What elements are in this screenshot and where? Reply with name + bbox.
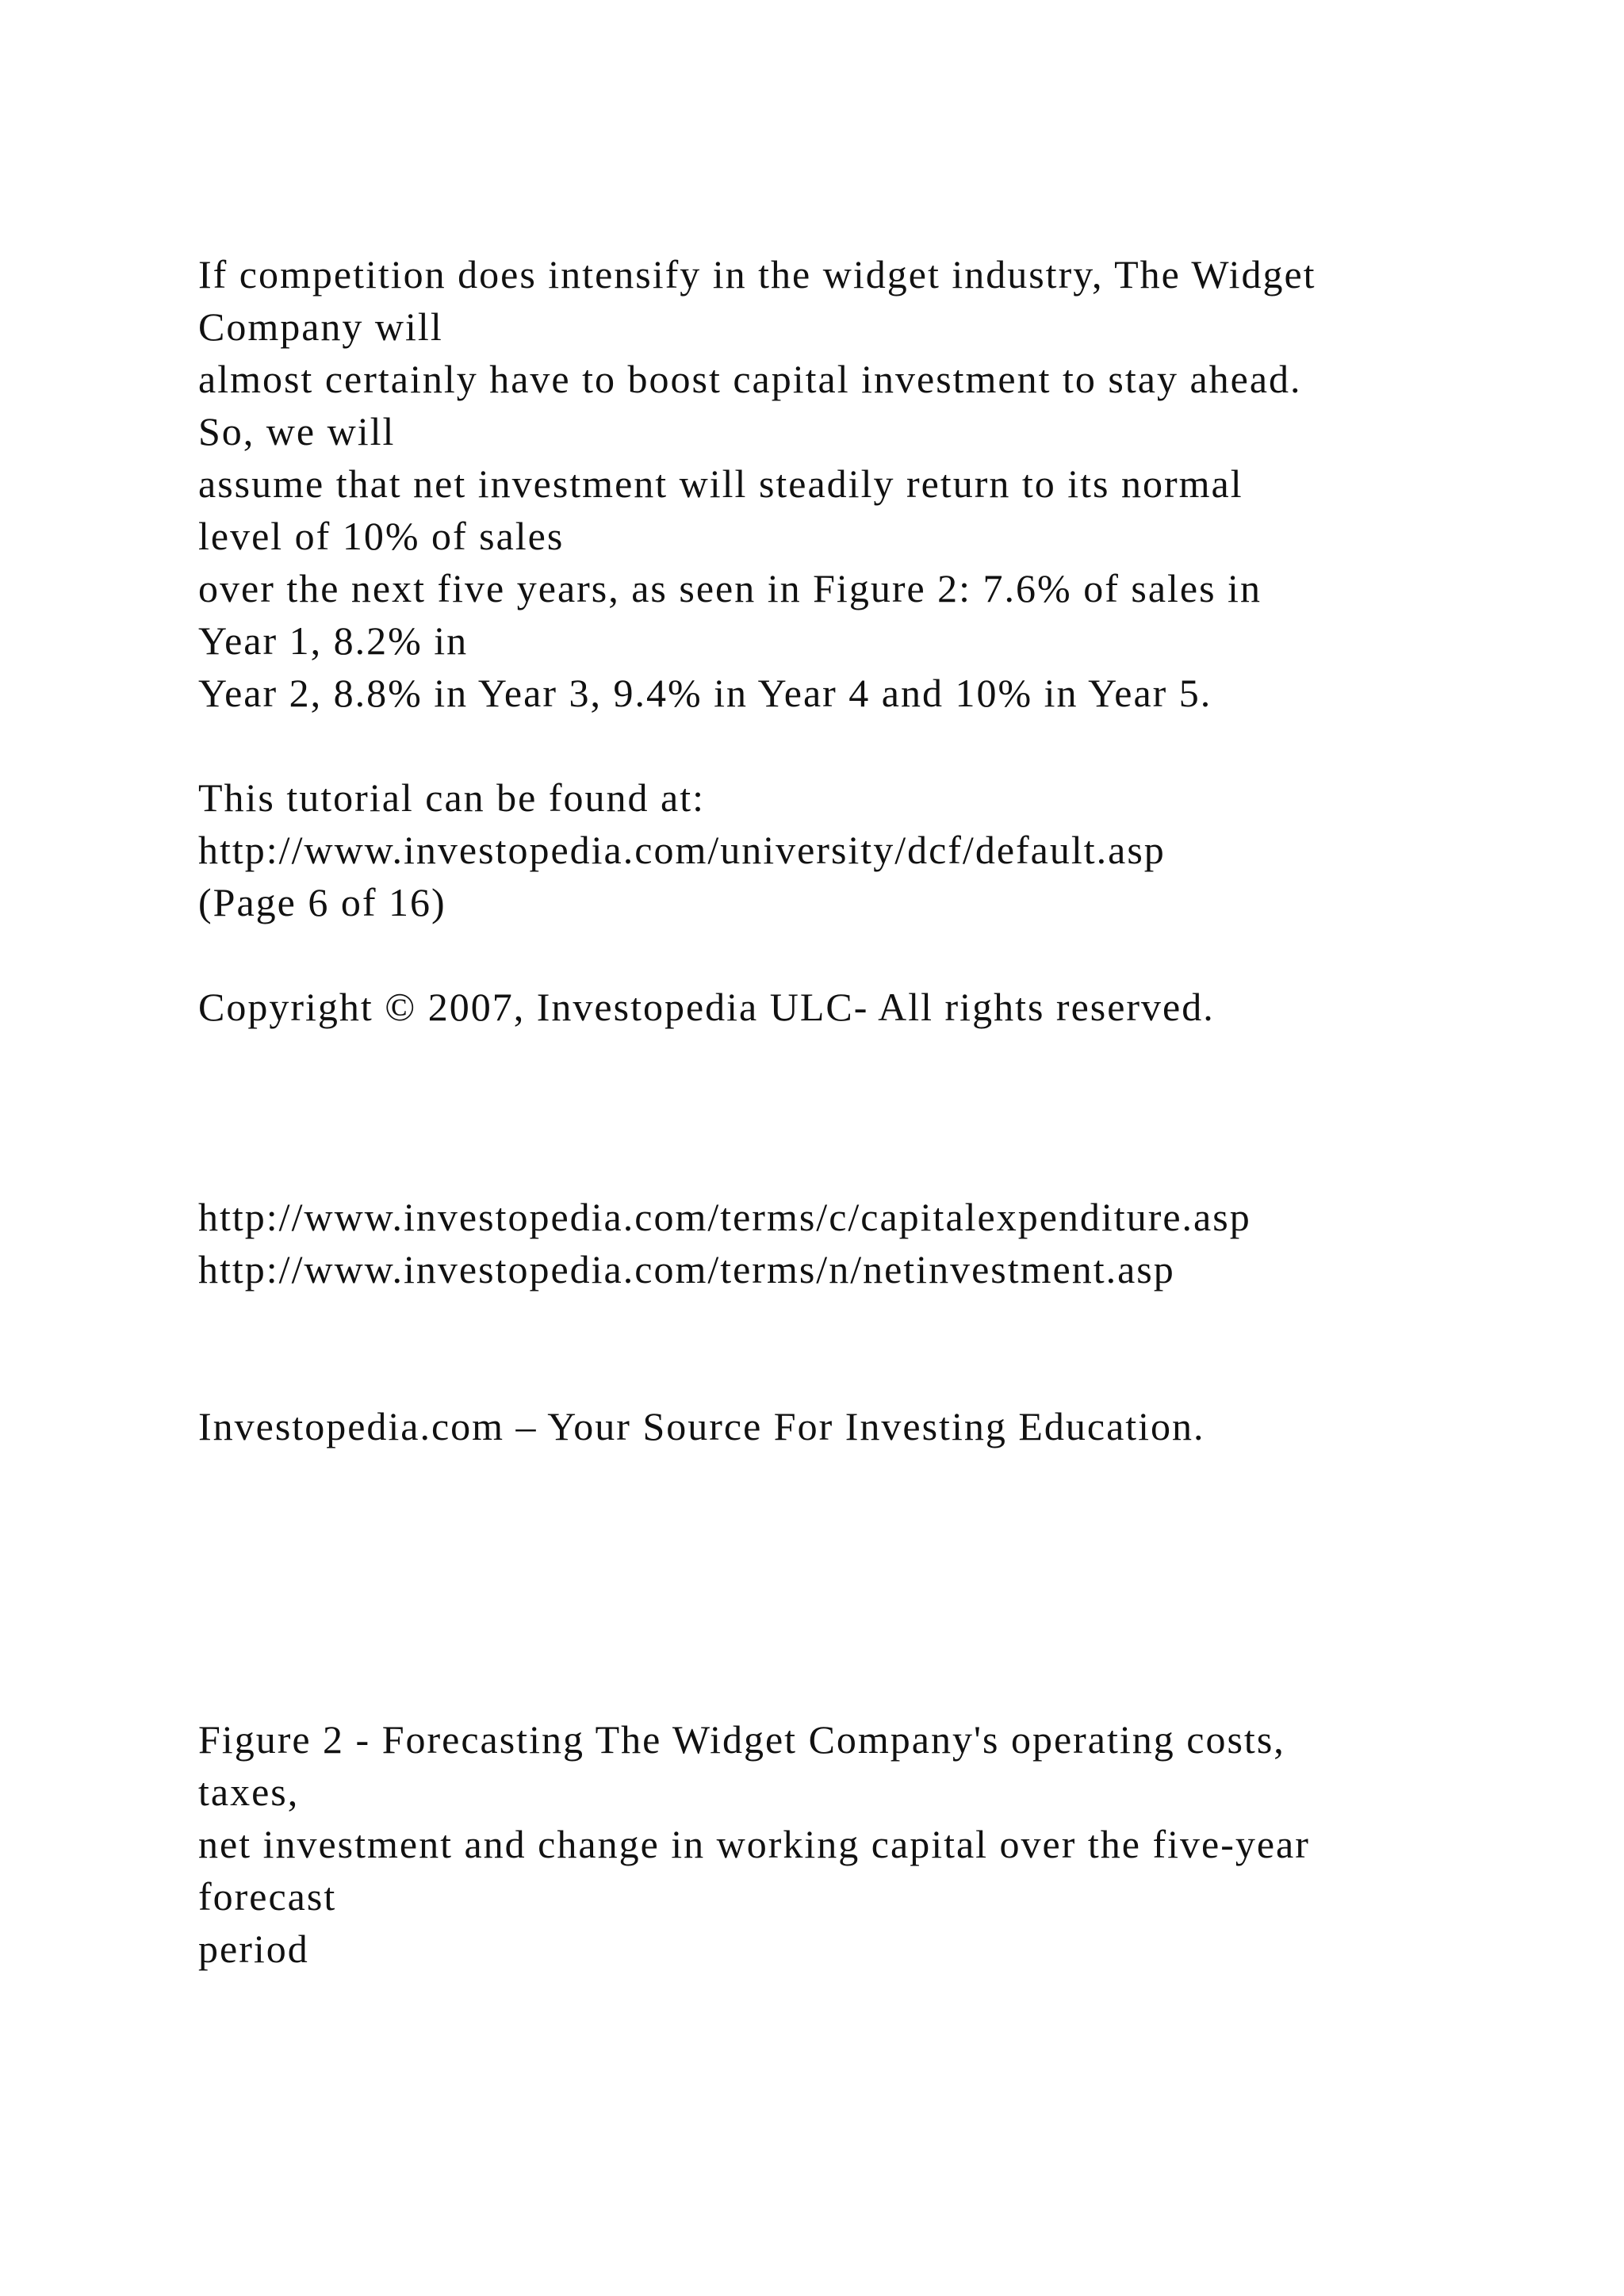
figure-caption-line: period	[198, 1927, 309, 1971]
paragraph-line: level of 10% of sales	[198, 514, 565, 558]
tutorial-notice: This tutorial can be found at:	[198, 775, 706, 820]
paragraph-line: If competition does intensify in the widget industry, The Widget	[198, 252, 1316, 297]
copyright-notice: Copyright © 2007, Investopedia ULC- All rights reserved.	[198, 985, 1215, 1029]
paragraph-line: Year 1, 8.2% in	[198, 618, 469, 663]
tutorial-url: http://www.investopedia.com/university/dcf/default.asp	[198, 828, 1166, 872]
footer-tagline: Investopedia.com – Your Source For Investing Education.	[198, 1404, 1205, 1448]
paragraph-line: over the next five years, as seen in Figure 2: 7.6% of sales in	[198, 566, 1262, 610]
reference-link-netinvestment: http://www.investopedia.com/terms/n/netinvestment.asp	[198, 1247, 1175, 1292]
paragraph-line: assume that net investment will steadily return to its normal	[198, 461, 1243, 506]
paragraph-line: Year 2, 8.8% in Year 3, 9.4% in Year 4 and 10% in Year 5.	[198, 671, 1212, 715]
reference-link-capitalexpenditure: http://www.investopedia.com/terms/c/capitalexpenditure.asp	[198, 1195, 1251, 1239]
figure-caption-line: taxes,	[198, 1770, 300, 1814]
paragraph-line: Company will	[198, 304, 443, 349]
figure-caption-line: Figure 2 - Forecasting The Widget Company's operating costs,	[198, 1717, 1285, 1762]
paragraph-line: So, we will	[198, 409, 396, 453]
page-indicator: (Page 6 of 16)	[198, 880, 446, 924]
figure-caption-line: forecast	[198, 1874, 337, 1919]
figure-caption-line: net investment and change in working capital over the five-year	[198, 1822, 1310, 1866]
paragraph-line: almost certainly have to boost capital investment to stay ahead.	[198, 357, 1302, 401]
